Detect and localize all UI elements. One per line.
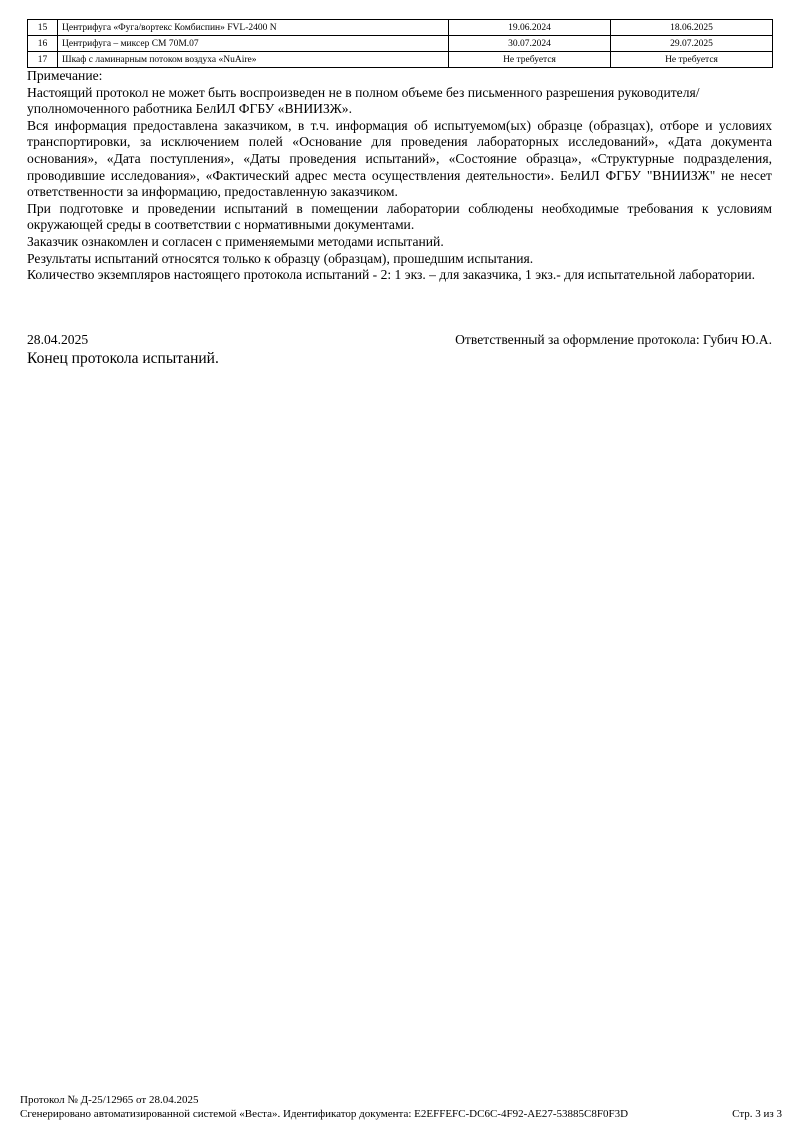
date-from: Не требуется <box>449 52 611 68</box>
page-footer <box>20 1093 782 1121</box>
equipment-name: Шкаф с ламинарным потоком воздуха «NuAire» <box>58 52 449 68</box>
note-paragraph: Заказчик ознакомлен и согласен с применяемыми методами испытаний. <box>27 233 444 249</box>
equipment-table <box>27 19 773 68</box>
note-paragraph: Количество экземпляров настоящего протокола испытаний - 2: 1 экз. – для заказчика, 1 экз.- для испытательной лаборатории. <box>27 267 756 283</box>
notes-section <box>27 68 772 284</box>
date-from: 19.06.2024 <box>449 20 611 36</box>
date-to: 18.06.2025 <box>611 20 773 36</box>
footer-protocol: Протокол № Д-25/12965 от 28.04.2025 <box>20 1094 199 1106</box>
date-from: 30.07.2024 <box>449 36 611 52</box>
note-paragraph: При подготовке и проведении испытаний в помещении лаборатории соблюдены необходимые требования к условиям окружающей среды в соответствии с нормативными документами. <box>27 200 772 233</box>
date-to: Не требуется <box>611 52 773 68</box>
table-row <box>28 20 773 36</box>
row-number: 16 <box>28 36 58 52</box>
footer-generated: Сгенерировано автоматизированной системой «Веста». Идентификатор документа: E2EFFEFC-DC6C-4F92-AE27-53885C8F0F3D <box>20 1108 629 1120</box>
equipment-name: Центрифуга – миксер СМ 70М.07 <box>58 36 449 52</box>
row-number: 17 <box>28 52 58 68</box>
signature-line <box>27 332 772 348</box>
note-paragraph: Результаты испытаний относятся только к образцу (образцам), прошедшим испытания. <box>27 250 534 266</box>
signature-date: 28.04.2025 <box>27 332 89 347</box>
notes-heading: Примечание: <box>27 68 103 83</box>
date-to: 29.07.2025 <box>611 36 773 52</box>
table-row <box>28 36 773 52</box>
note-paragraph: Вся информация предоставлена заказчиком, в т.ч. информация об испытуемом(ых) образце (образцах), отборе и условиях транспортировки, за исключением полей «Основание для проведения лабораторных исследований», «Дата документа основания», «Дата поступления», «Даты проведения испытаний», «Состояние образца», «Структурные подразделения, проводившие исследования», «Фактический адрес места осуществления деятельности». БелИЛ ФГБУ "ВНИИЗЖ" не несет ответственности за информацию, предоставленную заказчиком. <box>27 117 772 200</box>
note-paragraph: Настоящий протокол не может быть воспроизведен не в полном объеме без письменного разрешения руководителя/уполномоченного работника БелИЛ ФГБУ «ВНИИЗЖ». <box>27 84 700 117</box>
page-number: Стр. 3 из 3 <box>732 1108 782 1120</box>
table-row <box>28 52 773 68</box>
equipment-name: Центрифуга «Фуга/вортекс Комбиспин» FVL-2400 N <box>58 20 449 36</box>
row-number: 15 <box>28 20 58 36</box>
end-of-protocol: Конец протокола испытаний. <box>27 350 219 367</box>
responsible-person: Ответственный за оформление протокола: Губич Ю.А. <box>455 332 772 347</box>
